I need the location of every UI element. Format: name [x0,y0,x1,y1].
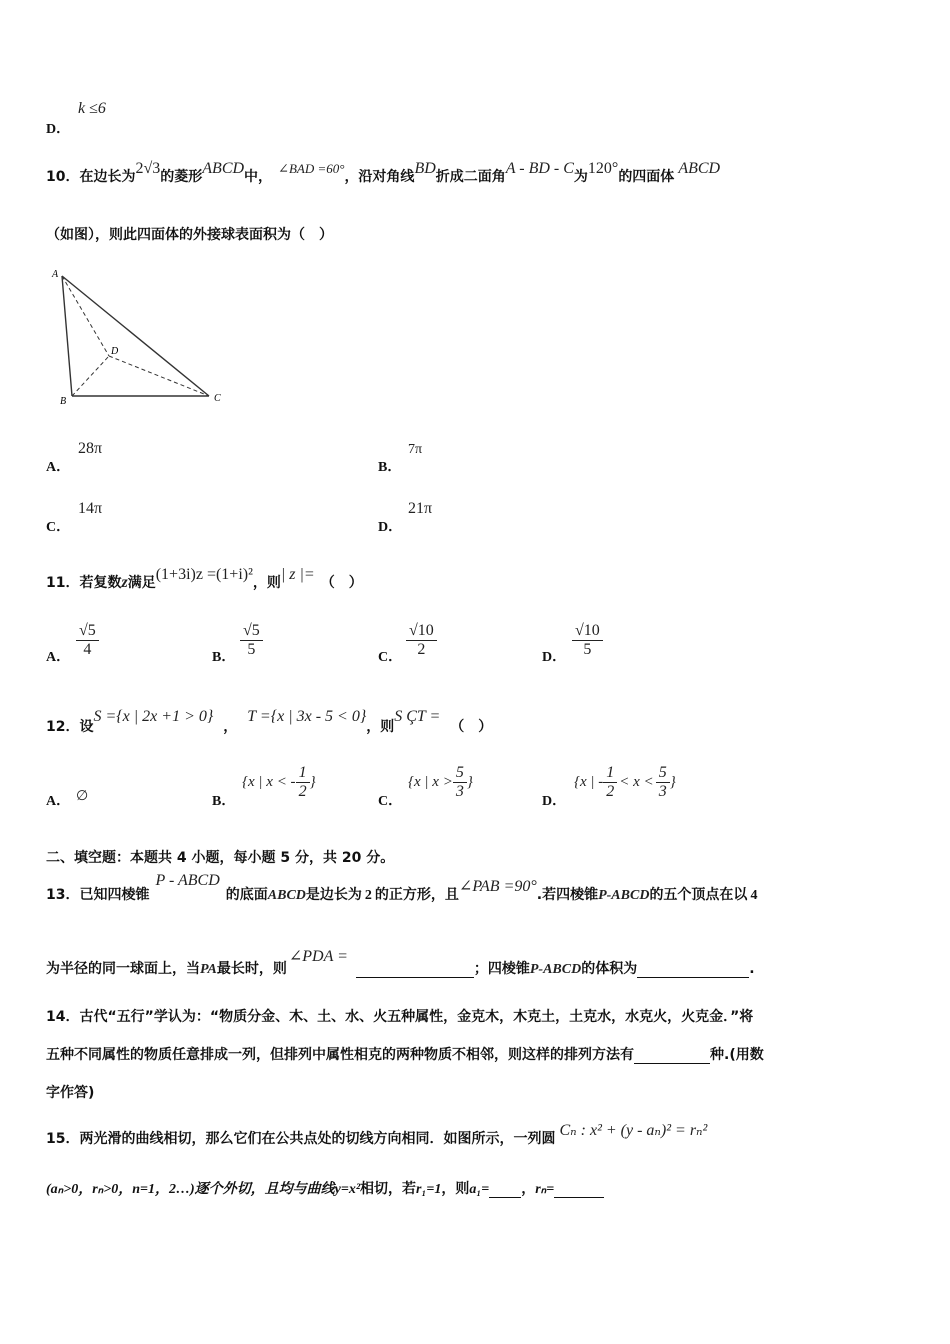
question-14-line-1 [46,1006,753,1026]
q10-math-angle: ∠BAD =60° [278,161,345,176]
q11-option-c-fraction [406,622,437,659]
q13-text: 为半径的同一球面上，当 [46,961,200,977]
set-suffix: } [309,774,316,790]
q12-option-d-label: D． [542,794,567,809]
q12-option-d-value [574,764,676,801]
q15-text: 相切，若 [360,1181,417,1197]
q13-math-pyramid: P - ABCD [155,872,220,889]
q15-rn: rₙ= [535,1182,555,1197]
q10-line2: （如图），则此四面体的外接球表面积为（ ） [46,227,333,243]
q12-text: 设 [79,719,94,735]
question-15-line-2 [46,1178,604,1198]
q13-side-length: 2 [364,888,372,903]
set-suffix: } [466,774,473,790]
q13-text: 的底面 [225,887,268,903]
q15-r1: r₁=1 [416,1182,442,1197]
q10-text: 折成二面角 [435,169,506,185]
edge-ab [62,276,72,396]
q11-option-d-fraction [572,622,603,659]
q11-option-a-fraction [76,622,99,659]
q10-option-b-label: B． [378,460,402,475]
q11-option-d-label: D． [542,650,567,665]
denominator: 2 [606,783,615,800]
q12-option-a-label: A． [46,794,71,809]
q10-option-d-value: 21π [408,500,433,517]
q13-math-angle-pab: ∠PAB =90° [458,878,537,895]
q10-option-a-value: 28π [78,440,103,457]
q12-math-set-t: T ={x | 3x - 5 < 0} [247,708,367,725]
question-14-line-2 [46,1044,764,1064]
q15-conditions: (aₙ>0，rₙ>0，n=1，2…)逐个外切，且均与曲线 [46,1182,335,1197]
denominator: 2 [298,783,307,800]
question-11 [46,566,363,592]
q13-text: 已知四棱锥 [79,887,150,903]
q11-option-a-label: A． [46,650,71,665]
numerator: √5 [76,622,99,641]
q13-number: 13． [46,887,80,903]
set-prefix: {x | x > [408,774,453,790]
q12-option-b-value [242,764,316,801]
q12-option-a-value: ∅ [76,789,89,804]
q13-text: 最长时，则 [216,961,287,977]
q14-text: 种.(用数 [710,1047,764,1063]
denominator: 3 [658,783,667,800]
q11-text: 满足 [127,575,156,591]
q14-answer-blank[interactable] [634,1049,710,1064]
numerator: 1 [603,764,617,783]
q13-text: 的体积为 [581,961,638,977]
q13-text: .若四棱锥 [536,887,599,903]
q11-math-modulus: | z |= [280,566,315,583]
q9-option-d-label: D． [46,122,71,137]
question-13-line-1 [46,872,758,904]
section-2-heading: 二、填空题：本题共 4 小题，每小题 5 分，共 20 分。 [46,850,395,866]
q11-text: ，则 [252,575,281,591]
q13-text: . [749,961,755,977]
q10-text: 的四面体 [618,169,675,185]
q15-answer-blank-1[interactable] [489,1183,521,1198]
q15-text: ，则 [441,1181,470,1197]
q15-math-circle: Cₙ : x² + (y - aₙ)² = rₙ² [559,1122,708,1139]
numerator: 5 [453,764,467,783]
q11-text: 若复数 [79,575,122,591]
vertex-label-d: D [111,346,119,357]
vertex-label-b: B [60,396,67,407]
question-13-line-2 [46,948,755,978]
q13-pa: PA [200,962,217,977]
q13-pyramid-name: P-ABCD [598,888,650,903]
q10-text: 在边长为 [79,169,136,185]
q14-text: 古代“五行”学认为：“物质分金、木、土、水、火五种属性，金克木，木克土，土克水，水克火，火克金．”将 [79,1009,754,1025]
numerator: 5 [656,764,670,783]
q11-option-c-label: C． [378,650,403,665]
q14-text: 五种不同属性的物质任意排成一列，但排列中属性相克的两种物质不相邻，则这样的排列方法有 [46,1047,634,1063]
q11-option-b-fraction [240,622,263,659]
set-middle: < x < [619,774,654,790]
numerator: 1 [296,764,310,783]
q9-option-d-math: k ≤6 [78,100,106,117]
q10-math-tetra: ABCD [678,160,721,177]
q11-number: 11． [46,575,80,591]
denominator: 3 [455,783,464,800]
q13-answer-blank-1[interactable] [356,963,474,978]
q13-radius: 4 [750,888,758,903]
q15-answer-blank-2[interactable] [554,1183,604,1198]
question-15-line-1 [46,1122,708,1148]
q10-option-b-value: 7π [408,442,423,457]
q10-option-c-label: C． [46,520,71,535]
q10-text: 中， [244,169,273,185]
q10-option-d-label: D． [378,520,403,535]
question-12 [46,708,493,736]
edge-dc [109,356,209,396]
q11-math-equation: (1+3i)z =(1+i)² [155,566,253,583]
q10-option-a-label: A． [46,460,71,475]
denominator: 4 [83,641,92,658]
q10-math-side: 2√3 [135,160,161,177]
denominator: 5 [583,641,592,658]
q11-text: （ ） [320,575,363,591]
set-suffix: } [669,774,676,790]
tetrahedron-figure [44,264,234,409]
q11-var-z: z [121,574,128,591]
vertex-label-a: A [52,269,59,280]
numerator: √10 [406,622,437,641]
q10-text: 为 [573,169,588,185]
question-10 [46,160,721,186]
q12-number: 12． [46,719,80,735]
q12-math-set-s: S ={x | 2x +1 > 0} [93,708,214,725]
q12-option-c-value [408,764,473,801]
q11-option-b-label: B． [212,650,236,665]
numerator: √10 [572,622,603,641]
vertex-label-c: C [214,393,221,404]
q13-abcd: ABCD [267,888,306,903]
q15-number: 15． [46,1131,80,1147]
q15-curve: y=x² [334,1182,361,1197]
q15-text: ， [521,1181,536,1197]
q10-option-c-value: 14π [78,500,103,517]
q12-option-b-label: B． [212,794,236,809]
set-prefix: {x | - [574,774,604,790]
q10-text: ，沿对角线 [344,169,415,185]
q13-text: 的五个顶点在以 [649,887,748,903]
q12-text: ， [223,719,238,735]
q13-text: 是边长为 [305,887,362,903]
q15-text: 两光滑的曲线相切，那么它们在公共点处的切线方向相同．如图所示，一列圆 [79,1131,556,1147]
q13-math-angle-pda: ∠PDA = [288,948,348,965]
numerator: √5 [240,622,263,641]
edge-bd [72,356,109,396]
q10-text: 的菱形 [160,169,203,185]
q14-number: 14． [46,1009,80,1025]
q12-option-c-label: C． [378,794,403,809]
denominator: 2 [417,641,426,658]
q10-math-dihedral: A - BD - C [505,160,574,177]
q13-text: 的正方形，且 [374,887,459,903]
edge-ac [62,276,209,396]
q10-math-120: 120° [587,160,619,177]
q10-math-bd: BD [414,160,436,177]
q12-math-intersection: S ÇT = [394,708,441,725]
q10-math-rhombus: ABCD [202,160,245,177]
edge-ad [62,276,109,356]
q13-text: ；四棱锥 [473,961,530,977]
question-14-line-3: 字作答) [46,1085,95,1101]
denominator: 5 [247,641,256,658]
q13-answer-blank-2[interactable] [637,963,749,978]
q12-text: （ ） [450,719,493,735]
set-prefix: {x | x < - [242,774,296,790]
q13-pyramid-name: P-ABCD [529,962,582,977]
q15-a1: a₁= [469,1182,490,1197]
q10-number: 10． [46,169,80,185]
q12-text: ，则 [366,719,395,735]
